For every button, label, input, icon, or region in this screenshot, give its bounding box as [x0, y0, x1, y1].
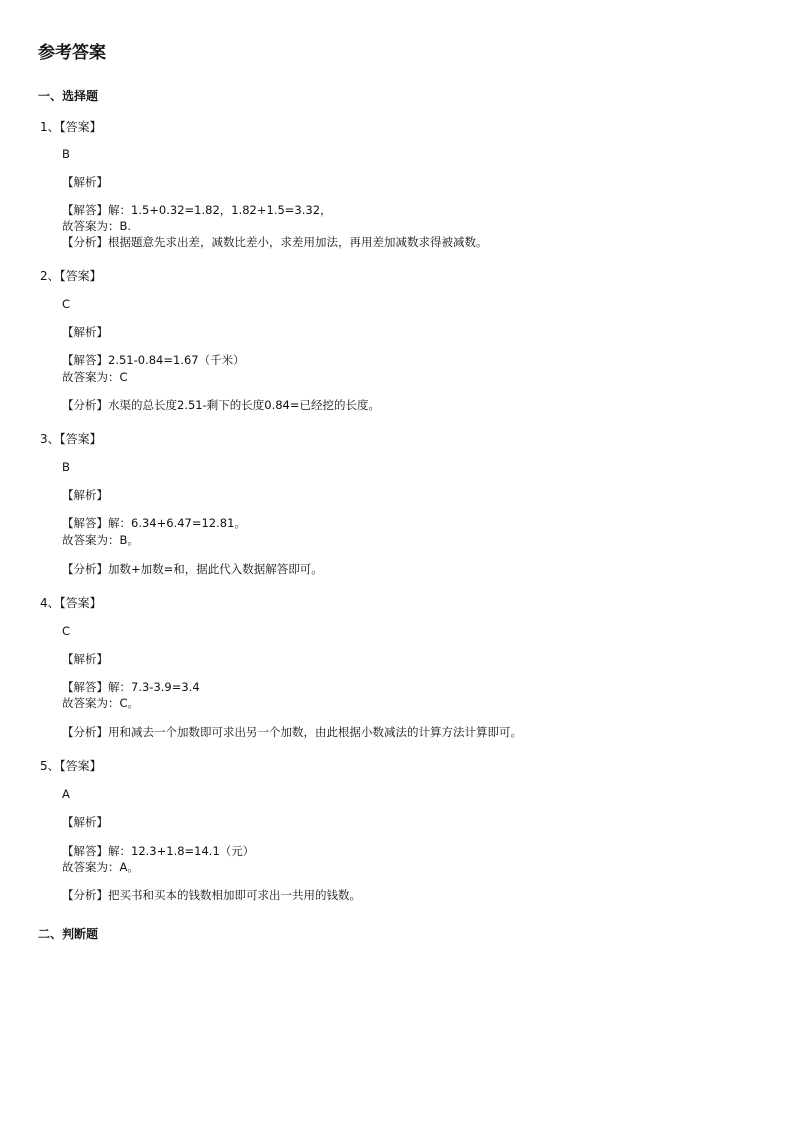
question-2-final-answer-line: 故答案为：C	[62, 370, 128, 384]
question-2-answer: C	[62, 297, 71, 311]
question-3-solution-line: 【解答】解：6.34+6.47=12.81。	[62, 516, 246, 530]
question-4-final-answer-line: 故答案为：C。	[62, 696, 140, 710]
question-1-solution-line: 【解答】解：1.5+0.32=1.82，1.82+1.5=3.32，	[62, 203, 332, 217]
question-3-explanation-line: 【分析】加数+加数=和，据此代入数据解答即可。	[62, 562, 323, 576]
question-3-answer: B	[62, 460, 70, 474]
question-5-analysis-label: 【解析】	[62, 815, 108, 829]
question-1-explanation-line: 【分析】根据题意先求出差，减数比差小，求差用加法，再用差加减数求得被减数。	[62, 235, 488, 249]
section-heading-true-false: 二、判断题	[38, 927, 99, 941]
question-4-explanation-line: 【分析】用和减去一个加数即可求出另一个加数，由此根据小数减法的计算方法计算即可。	[62, 725, 522, 739]
question-3-header: 3、【答案】	[40, 432, 102, 446]
question-1-analysis-label: 【解析】	[62, 175, 108, 189]
page-title: 参考答案	[38, 43, 106, 63]
question-5-header: 5、【答案】	[40, 759, 102, 773]
question-5-solution-line: 【解答】解：12.3+1.8=14.1（元）	[62, 844, 255, 858]
question-5-explanation-line: 【分析】把买书和买本的钱数相加即可求出一共用的钱数。	[62, 888, 361, 902]
question-3-analysis-label: 【解析】	[62, 488, 108, 502]
question-1-header: 1、【答案】	[40, 120, 102, 134]
question-4-header: 4、【答案】	[40, 596, 102, 610]
question-2-solution-line: 【解答】2.51-0.84=1.67（千米）	[62, 353, 245, 367]
question-4-solution-line: 【解答】解：7.3-3.9=3.4	[62, 680, 200, 694]
section-heading-multiple-choice: 一、选择题	[38, 89, 99, 103]
question-3-final-answer-line: 故答案为：B。	[62, 533, 139, 547]
question-5-final-answer-line: 故答案为：A。	[62, 860, 139, 874]
question-4-answer: C	[62, 624, 71, 638]
question-2-explanation-line: 【分析】水渠的总长度2.51-剩下的长度0.84=已经挖的长度。	[62, 398, 380, 412]
question-2-header: 2、【答案】	[40, 269, 102, 283]
question-2-analysis-label: 【解析】	[62, 325, 108, 339]
question-1-answer: B	[62, 147, 70, 161]
question-4-analysis-label: 【解析】	[62, 652, 108, 666]
question-5-answer: A	[62, 787, 70, 801]
question-1-final-answer-line: 故答案为：B.	[62, 219, 132, 233]
